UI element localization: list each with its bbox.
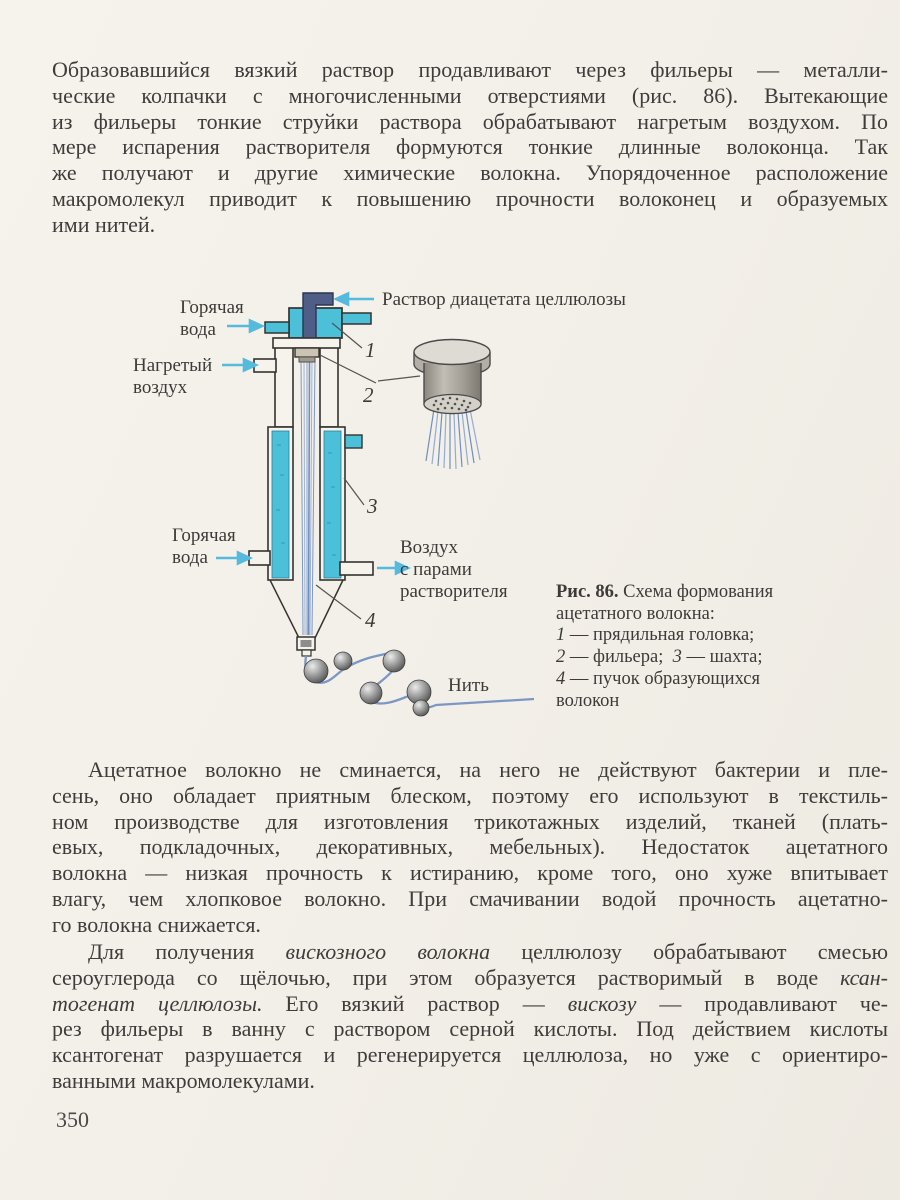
text-line: ческие колпачки с многочисленными отверстиями (рис. 86). Вытекающие bbox=[52, 82, 888, 108]
label-hot-water-top-2: вода bbox=[180, 319, 216, 340]
hot-water-top-arrow bbox=[250, 321, 262, 332]
spinneret-fibers bbox=[426, 409, 480, 469]
fiber-bundle bbox=[301, 359, 315, 635]
callout-4: 4 bbox=[365, 608, 376, 632]
air-outlet-pipe bbox=[340, 562, 373, 575]
text-line: мере испарения растворителя формуются тонкие длинные волоконца. Так bbox=[52, 134, 888, 160]
figure-caption bbox=[556, 582, 808, 712]
shaft-upper-walls bbox=[254, 347, 338, 427]
caption-title bbox=[556, 582, 808, 625]
text-line: Образовавшийся вязкий раствор продавливают через фильеры — металли- bbox=[52, 57, 888, 82]
text-line: Для получения вискозного волокна целлюлозу обрабатывают смесью bbox=[88, 939, 888, 964]
caption-item-4: 4 — пучок образующихся волокон bbox=[556, 668, 761, 711]
roller bbox=[383, 650, 405, 672]
spinneret bbox=[299, 357, 315, 362]
thread-takeup bbox=[297, 637, 534, 716]
jacket-inlet-stub bbox=[345, 435, 362, 448]
label-air-vapors-3: растворителя bbox=[400, 581, 508, 602]
label-air-vapors-2: с парами bbox=[400, 559, 472, 580]
caption-fig-number: Рис. 86. bbox=[556, 582, 619, 602]
spinneret-3d-view bbox=[414, 340, 490, 470]
text-line: из фильеры тонкие струйки раствора обрабатывают нагретым воздухом. По bbox=[52, 108, 888, 134]
label-thread: Нить bbox=[448, 675, 489, 696]
paragraph-intro bbox=[52, 57, 888, 238]
callout-3: 3 bbox=[367, 494, 378, 518]
text-line: го волокна снижается. bbox=[52, 911, 261, 937]
roller bbox=[413, 700, 429, 716]
spinneret-holder bbox=[295, 348, 319, 357]
solution-arrow bbox=[336, 294, 348, 305]
text-line: ванными макромолекулами. bbox=[52, 1067, 315, 1093]
text-line: влагу, чем хлопковое волокно. При смачивании водой прочность ацетатно- bbox=[52, 885, 888, 911]
label-hot-water-top-1: Горячая bbox=[180, 297, 244, 318]
label-heated-air-2: воздух bbox=[133, 377, 188, 398]
text-line: макромолекул приводит к повышению прочности волоконец и образуемых bbox=[52, 185, 888, 211]
roller bbox=[360, 682, 382, 704]
caption-fig-title: Схема формования ацетатного волокна: bbox=[556, 582, 774, 624]
text-line: Ацетатное волокно не сминается, на него не действуют бактерии и пле- bbox=[88, 757, 888, 782]
label-solution: Раствор диацетата целлюлозы bbox=[382, 289, 626, 310]
hot-water-bottom-arrow bbox=[238, 553, 250, 564]
label-air-vapors-1: Воздух bbox=[400, 537, 459, 558]
caption-item-2-3: 2 — фильера; 3 — шахта; bbox=[556, 647, 763, 668]
text-line: ксантогенат разрушается и регенерируется целлюлоза, но уже с ориентиро- bbox=[52, 1042, 888, 1068]
text-line: сероуглерода со щёлочью, при этом образуется растворимый в воде ксан- bbox=[52, 964, 888, 990]
text-line: же получают и другие химические волокна. Упорядоченное расположение bbox=[52, 160, 888, 186]
roller bbox=[334, 652, 352, 670]
text-line: ном производстве для изготовления трикотажных изделий, тканей (плать- bbox=[52, 808, 888, 834]
text-line: тогенат целлюлозы. Его вязкий раствор — вискозу — продавливают че- bbox=[52, 990, 888, 1016]
callout-2: 2 bbox=[363, 383, 374, 407]
text-line: волокна — низкая прочность к истиранию, кроме того, оно хуже впитывает bbox=[52, 860, 888, 886]
text-line: евых, подкладочных, декоративных, мебельных). Недостаток ацетатного bbox=[52, 834, 888, 860]
text-line: ими нитей. bbox=[52, 211, 156, 237]
label-heated-air-1: Нагретый bbox=[133, 355, 213, 376]
label-hot-water-bot-2: вода bbox=[172, 547, 208, 568]
text-line: рез фильеры в ванну с раствором серной кислоты. Под действием кислоты bbox=[52, 1016, 888, 1042]
page-number: 350 bbox=[56, 1107, 89, 1132]
paragraph-viscose bbox=[52, 939, 888, 1094]
roller bbox=[304, 659, 328, 683]
text-line: сень, оно обладает приятным блеском, поэтому его используют в текстиль- bbox=[52, 782, 888, 808]
caption-item-1: 1 — прядильная головка; bbox=[556, 625, 755, 646]
paragraph-acetate bbox=[52, 757, 888, 938]
mounting-plate bbox=[273, 338, 340, 348]
label-hot-water-bot-1: Горячая bbox=[172, 525, 236, 546]
callout-1: 1 bbox=[365, 338, 376, 362]
